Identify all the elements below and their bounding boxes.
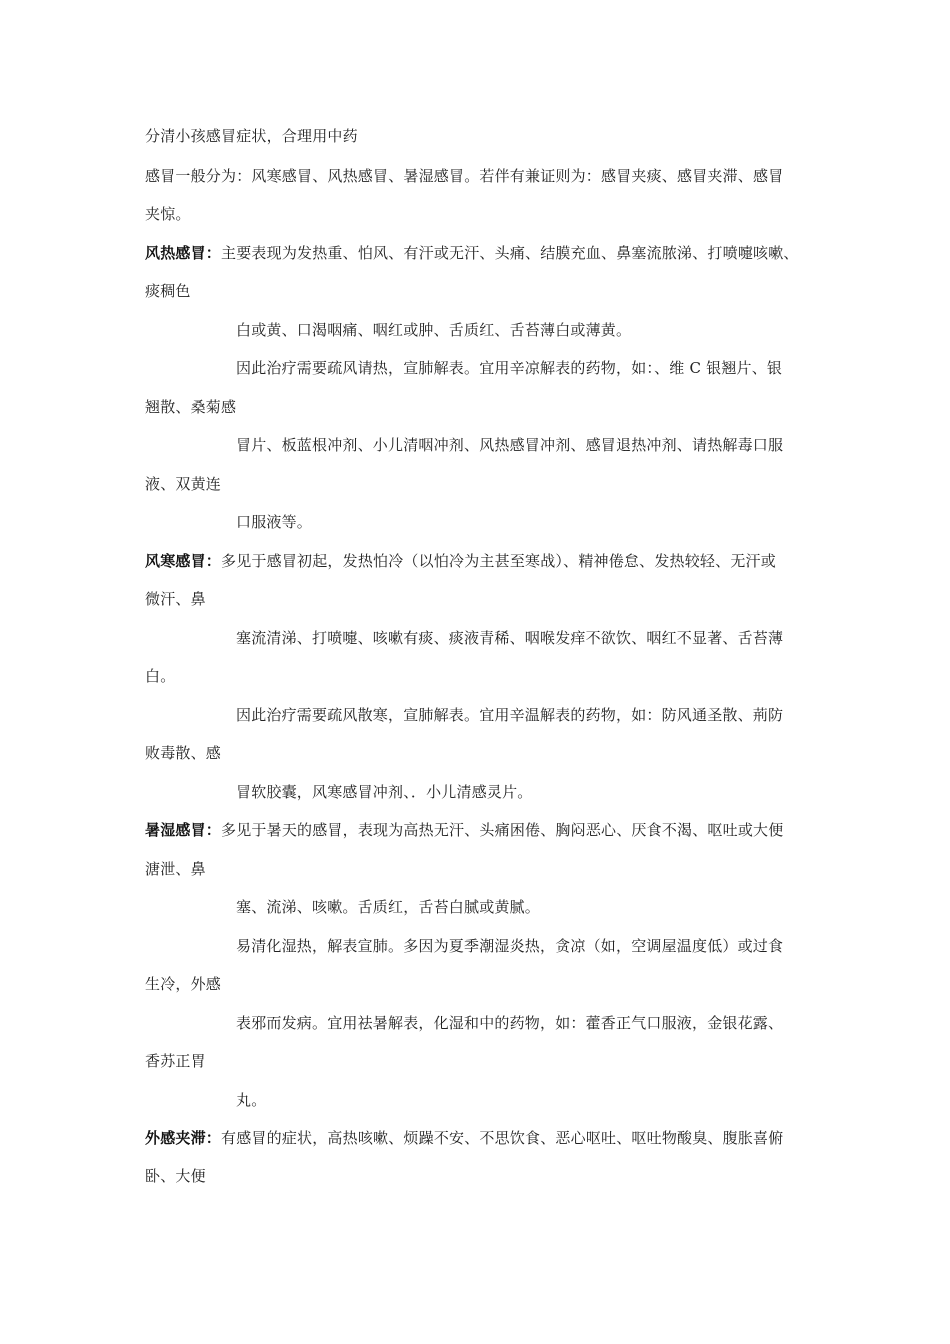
fenghan-heading: 风寒感冒： [145, 552, 222, 570]
fengre-text-6: 冒片、板蓝根冲剂、小儿清咽冲剂、风热感冒冲剂、感冒退热冲剂、请热解毒口服 [236, 436, 784, 454]
fengre-text-7: 液、双黄连 [145, 475, 222, 493]
jiazhi-text-2: 卧、大便 [145, 1167, 206, 1185]
jiazhi-paragraph-line-1 [145, 1128, 783, 1148]
document-title: 分清小孩感冒症状，合理用中药 [145, 127, 358, 145]
shushi-text-5: 生冷，外感 [145, 975, 222, 993]
fengre-text-5: 翘散、桑菊感 [145, 398, 237, 416]
jiazhi-text-1: 有感冒的症状，高热咳嗽、烦躁不安、不思饮食、恶心呕吐、呕吐物酸臭、腹胀喜俯 [221, 1129, 784, 1147]
fengre-text-4: 因此治疗需要疏风请热，宣肺解表。宜用辛凉解表的药物，如：、维 C 银翘片、银 [236, 359, 783, 377]
fenghan-text-1: 多见于感冒初起，发热怕冷（以怕冷为主甚至寒战）、精神倦怠、发热较轻、无汗或 [221, 552, 776, 570]
fenghan-text-5: 因此治疗需要疏风散寒，宣肺解表。宜用辛温解表的药物，如：防风通圣散、荊防 [236, 706, 784, 724]
intro-line-1: 感冒一般分为：风寒感冒、风热感冒、暑湿感冒。若伴有兼证则为：感冒夹痰、感冒夹滞、感冒 [145, 167, 784, 185]
shushi-text-7: 香苏正胃 [145, 1052, 206, 1070]
shushi-text-6: 表邪而发病。宜用祛暑解表，化湿和中的药物，如：藿香正气口服液，金银花露、 [236, 1014, 784, 1032]
fenghan-text-6: 败毒散、感 [145, 744, 222, 762]
shushi-text-2: 溏泄、鼻 [145, 860, 206, 878]
fengre-text-1: 主要表现为发热重、怕风、有汗或无汗、头痛、结膜充血、鼻塞流脓涕、打喷嚏咳嗽、 [221, 244, 799, 262]
shushi-text-3: 塞、流涕、咳嗽。舌质红，舌苔白腻或黄腻。 [236, 898, 541, 916]
fenghan-text-2: 微汗、鼻 [145, 590, 206, 608]
fengre-heading: 风热感冒： [145, 244, 222, 262]
fenghan-text-4: 白。 [145, 667, 176, 685]
shushi-paragraph-line-1 [145, 820, 783, 840]
fenghan-text-7: 冒软胶囊，风寒感冒冲剂、．小儿清感灵片。 [236, 783, 533, 801]
shushi-text-8: 丸。 [236, 1091, 267, 1109]
jiazhi-heading: 外感夹滞： [145, 1129, 222, 1147]
fengre-text-8: 口服液等。 [236, 513, 313, 531]
fenghan-text-3: 塞流清涕、打喷嚏、咳嗽有痰、痰液青稀、咽喉发痒不欲饮、咽红不显著、舌苔薄 [236, 629, 784, 647]
fengre-text-2: 痰稠色 [145, 282, 191, 300]
fengre-text-3: 白或黄、口渴咽痛、咽红或肿、舌质红、舌苔薄白或薄黄。 [236, 321, 632, 339]
shushi-text-1: 多见于暑天的感冒，表现为高热无汗、头痛困倦、胸闷恶心、厌食不渴、呕吐或大便 [221, 821, 784, 839]
fenghan-paragraph-line-1 [145, 551, 776, 571]
shushi-text-4: 易清化湿热，解表宣肺。多因为夏季潮湿炎热，贪凉（如，空调屋温度低）或过食 [236, 937, 784, 955]
fengre-paragraph-line-1 [145, 243, 799, 263]
shushi-heading: 暑湿感冒： [145, 821, 222, 839]
intro-line-2: 夹惊。 [145, 205, 191, 223]
